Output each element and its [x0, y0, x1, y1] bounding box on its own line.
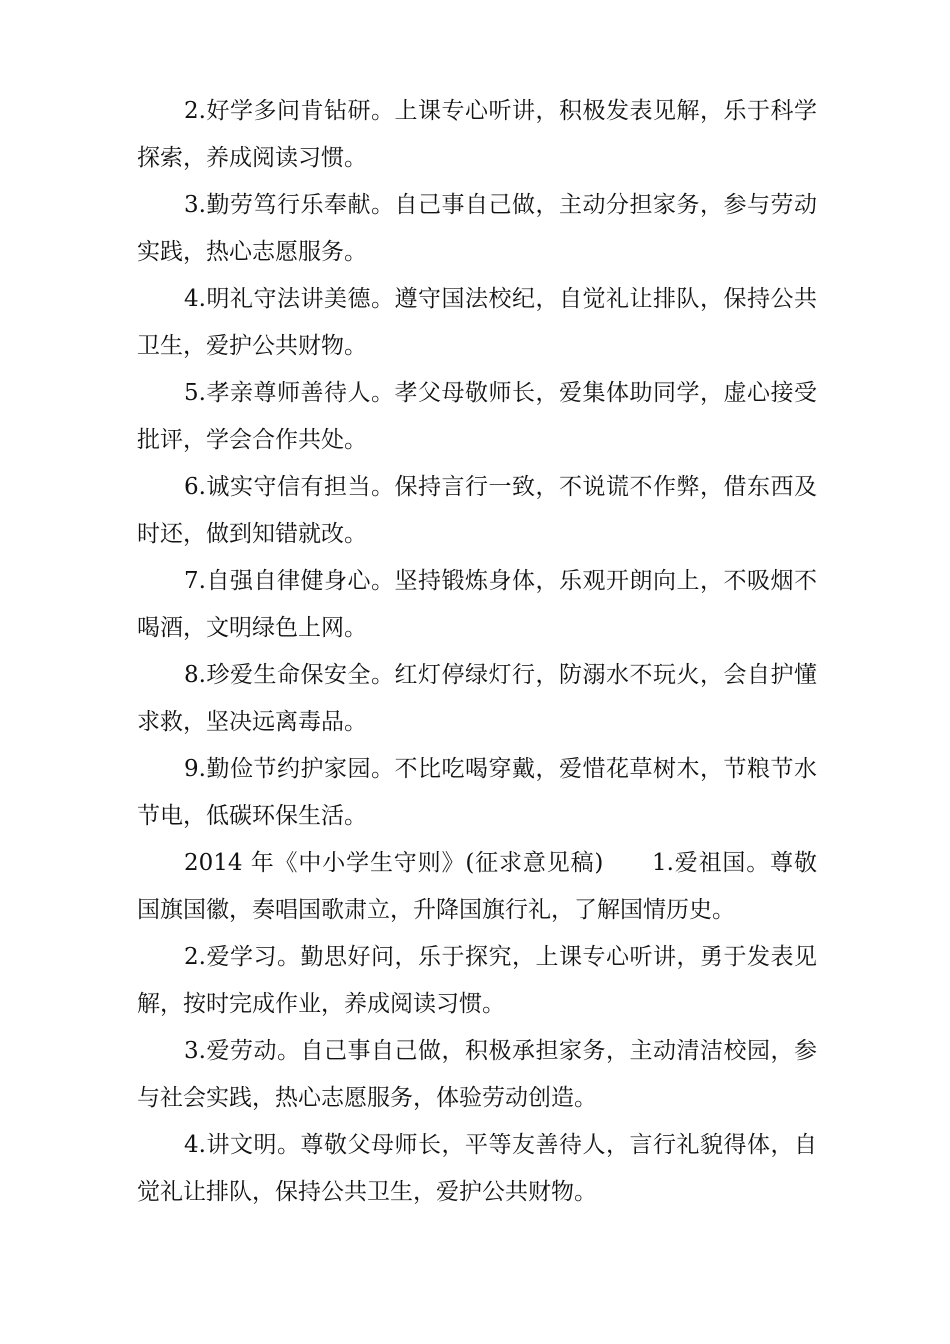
paragraph-draft-rule-4: 4.讲文明。尊敬父母师长，平等友善待人，言行礼貌得体，自觉礼让排队，保持公共卫生，爱护公共财物。 [137, 1132, 817, 1205]
paragraph-rule-4: 4.明礼守法讲美德。遵守国法校纪，自觉礼让排队，保持公共卫生，爱护公共财物。 [137, 286, 817, 359]
paragraph-draft-rule-3: 3.爱劳动。自己事自己做，积极承担家务，主动清洁校园，参与社会实践，热心志愿服务，体验劳动创造。 [137, 1038, 817, 1111]
paragraph-rule-6: 6.诚实守信有担当。保持言行一致，不说谎不作弊，借东西及时还，做到知错就改。 [137, 474, 817, 547]
paragraph-rule-5: 5.孝亲尊师善待人。孝父母敬师长，爱集体助同学，虚心接受批评，学会合作共处。 [137, 380, 817, 453]
paragraph-rule-9: 9.勤俭节约护家园。不比吃喝穿戴，爱惜花草树木，节粮节水节电，低碳环保生活。 [137, 756, 817, 829]
paragraph-rule-7: 7.自强自律健身心。坚持锻炼身体，乐观开朗向上，不吸烟不喝酒，文明绿色上网。 [137, 568, 817, 641]
paragraph-draft-heading-rule-1: 2014 年《中小学生守则》(征求意见稿) 1.爱祖国。尊敬国旗国徽，奏唱国歌肃立，升降国旗行礼，了解国情历史。 [137, 850, 817, 923]
paragraph-rule-8: 8.珍爱生命保安全。红灯停绿灯行，防溺水不玩火，会自护懂求救，坚决远离毒品。 [137, 662, 817, 735]
paragraph-draft-rule-2: 2.爱学习。勤思好问，乐于探究，上课专心听讲，勇于发表见解，按时完成作业，养成阅读习惯。 [137, 944, 817, 1017]
paragraph-rule-3: 3.勤劳笃行乐奉献。自己事自己做，主动分担家务，参与劳动实践，热心志愿服务。 [137, 192, 817, 265]
paragraph-rule-2: 2.好学多问肯钻研。上课专心听讲，积极发表见解，乐于科学探索，养成阅读习惯。 [137, 98, 817, 171]
document-body [137, 88, 817, 1216]
